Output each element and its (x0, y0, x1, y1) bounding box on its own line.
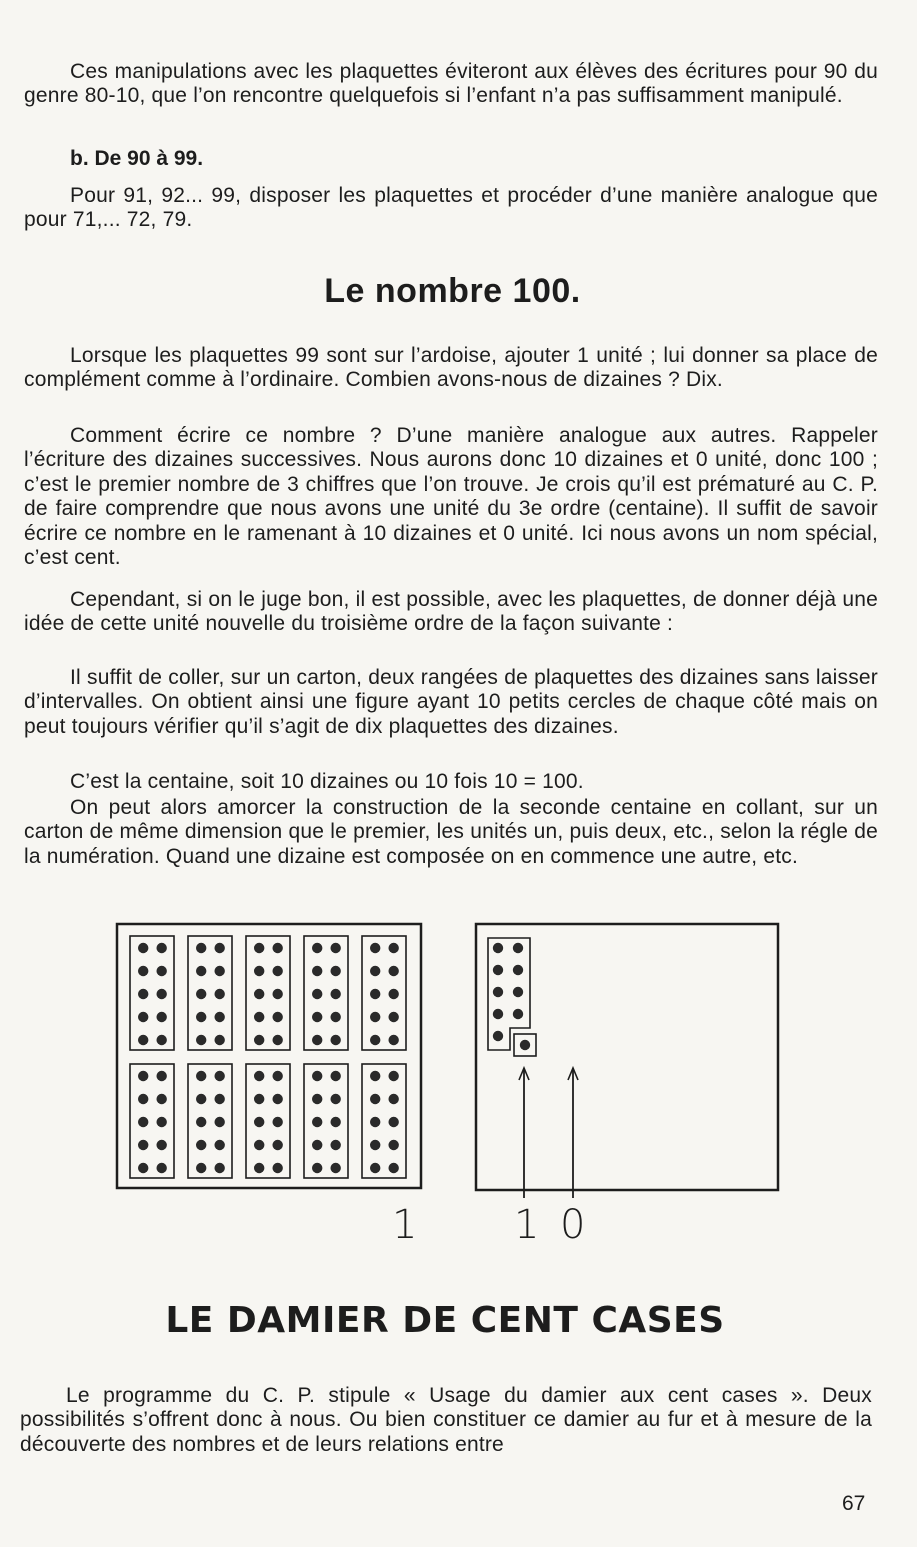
unit-dot (156, 1035, 166, 1045)
unit-dot (370, 1035, 380, 1045)
unit-dot (138, 966, 148, 976)
plaquette-dizaine (362, 936, 406, 1050)
figure-label-tens: 1 (514, 1202, 540, 1248)
unit-dot (156, 1094, 166, 1104)
unit-dot (272, 1071, 282, 1081)
arrow-to-tens (519, 1068, 529, 1198)
unit-dot (388, 1163, 398, 1173)
unit-dot (370, 1140, 380, 1150)
unit-dot (156, 1163, 166, 1173)
unit-dot (312, 943, 322, 953)
nombre-100-paragraph-3: Cependant, si on le juge bon, il est possible, avec les plaquettes, de donner déjà une idée de cette unité nouvelle du troisième ordre de la façon suivante : (24, 588, 878, 636)
unit-dot (493, 987, 503, 997)
unit-dot (196, 966, 206, 976)
unit-dot (196, 1140, 206, 1150)
unit-dot (214, 989, 224, 999)
unit-dot (312, 966, 322, 976)
section-b-text: Pour 91, 92... 99, disposer les plaquettes et procéder d’une manière analogue que pour 71,... 72, 79. (24, 184, 878, 232)
nombre-100-paragraph-6: On peut alors amorcer la construction de la seconde centaine en collant, sur un carton de même dimension que le premier, les unités un, puis deux, etc., selon la régle de la numération. Quand une dizaine est composée on en commence une autre, etc. (24, 796, 878, 868)
unit-dot (254, 1094, 264, 1104)
unit-dot (214, 1094, 224, 1104)
unit-dot (214, 1012, 224, 1022)
unit-dot (254, 966, 264, 976)
unit-dot (214, 966, 224, 976)
unit-dot (330, 1117, 340, 1127)
unit-dot (330, 1094, 340, 1104)
unit-dot (330, 943, 340, 953)
unit-dot (493, 1009, 503, 1019)
unit-dot (272, 1163, 282, 1173)
unit-dot (520, 1040, 530, 1050)
unit-dot (138, 1163, 148, 1173)
plaquette-outline (130, 936, 174, 1050)
unit-dot (156, 1012, 166, 1022)
damier-paragraph: Le programme du C. P. stipule « Usage du damier aux cent cases ». Deux possibilités s’offrent donc à nous. Ou bien constituer ce damier au fur et à mesure de la découverte des nombres et de leurs relations entre (20, 1384, 872, 1456)
plaquette-dizaine (304, 1064, 348, 1178)
unit-dot (138, 1140, 148, 1150)
plaquette-dizaine (246, 936, 290, 1050)
unit-dot (272, 1035, 282, 1045)
unit-dot (254, 1140, 264, 1150)
unit-dot (312, 1012, 322, 1022)
section-title-damier: LE DAMIER DE CENT CASES (165, 1300, 725, 1341)
carton-frame (476, 924, 778, 1190)
plaquette-outline (304, 936, 348, 1050)
unit-dot (138, 989, 148, 999)
unit-dot (272, 989, 282, 999)
plaquette-dizaine (304, 936, 348, 1050)
unit-dot (138, 1094, 148, 1104)
unit-dot (370, 989, 380, 999)
unit-dot (138, 943, 148, 953)
unit-dot (388, 1117, 398, 1127)
unit-dot (493, 965, 503, 975)
unit-dot (196, 1117, 206, 1127)
unit-dot (156, 1117, 166, 1127)
unit-dot (370, 943, 380, 953)
unit-dot (272, 1012, 282, 1022)
nombre-100-paragraph-4: Il suffit de coller, sur un carton, deux rangées de plaquettes des dizaines sans laisser d’intervalles. On obtient ainsi une figure ayant 10 petits cercles de chaque côté mais on peut toujours vérifier qu’il s’agit de dix plaquettes des dizaines. (24, 666, 878, 738)
nombre-100-paragraph-2: Comment écrire ce nombre ? D’une manière analogue aux autres. Rappeler l’écriture des dizaines successives. Nous aurons donc 10 dizaines et 0 unité, donc 100 ; c’est le premier nombre de 3 chiffres que l’on trouve. Je crois qu’il est prématuré au C. P. de faire comprendre que nous avons une unité du 3e ordre (centaine). Il suffit de savoir écrire ce nombre en le ramenant à 10 dizaines et 0 unité. Ici nous avons un nom spécial, c’est cent. (24, 424, 878, 570)
unit-dot (312, 1035, 322, 1045)
unit-dot (254, 943, 264, 953)
unit-dot (370, 1163, 380, 1173)
unit-dot (214, 1117, 224, 1127)
unit-dot (312, 1163, 322, 1173)
plaquette-outline (246, 1064, 290, 1178)
unit-dot (330, 989, 340, 999)
unit-dot (196, 989, 206, 999)
unit-dot (138, 1071, 148, 1081)
unit-dot (370, 1071, 380, 1081)
unit-dot (388, 1012, 398, 1022)
unit-dot (156, 989, 166, 999)
unit-dot (513, 965, 523, 975)
unit-dot (272, 1140, 282, 1150)
plaquette-outline (130, 1064, 174, 1178)
unit-dot (312, 989, 322, 999)
unit-dot (254, 1035, 264, 1045)
centaine-carton-figure (112, 920, 427, 1192)
unit-dot (254, 1012, 264, 1022)
page-number: 67 (842, 1492, 866, 1515)
unit-dot (272, 1094, 282, 1104)
figure-label-units: 0 (560, 1202, 586, 1248)
unit-dot (370, 1117, 380, 1127)
unit-dot (388, 1094, 398, 1104)
unit-dot (312, 1117, 322, 1127)
section-title-nombre-100: Le nombre 100. (324, 272, 581, 310)
unit-dot (370, 1094, 380, 1104)
unit-dot (254, 1163, 264, 1173)
figure-label-left: 1 (392, 1202, 418, 1248)
unit-dot (138, 1035, 148, 1045)
unit-dot (214, 943, 224, 953)
unit-dot (312, 1140, 322, 1150)
unit-dot (196, 1094, 206, 1104)
unit-dot (272, 1117, 282, 1127)
plaquette-dizaine (188, 1064, 232, 1178)
unit-dot (156, 1140, 166, 1150)
unit-dot (312, 1094, 322, 1104)
plaquette-outline (304, 1064, 348, 1178)
unit-dot (388, 1035, 398, 1045)
unit-dot (330, 1163, 340, 1173)
unit-dot (272, 943, 282, 953)
seconde-centaine-carton-figure (472, 920, 784, 1200)
unit-dot (214, 1071, 224, 1081)
unit-dot (156, 1071, 166, 1081)
unit-dot (272, 966, 282, 976)
plaquette-outline (188, 1064, 232, 1178)
plaquette-neuf (488, 938, 530, 1050)
unit-dot (388, 943, 398, 953)
intro-paragraph: Ces manipulations avec les plaquettes éviteront aux élèves des écritures pour 90 du genre 80-10, que l’on rencontre quelquefois si l’enfant n’a pas suffisamment manipulé. (24, 60, 878, 108)
plaquette-dizaine (362, 1064, 406, 1178)
unit-dot (214, 1035, 224, 1045)
unit-dot (330, 1035, 340, 1045)
unit-dot (370, 966, 380, 976)
unit-dot (330, 1140, 340, 1150)
unit-dot (254, 1071, 264, 1081)
unit-dot (493, 943, 503, 953)
plaquette-outline (362, 1064, 406, 1178)
unit-dot (493, 1031, 503, 1041)
unit-dot (156, 943, 166, 953)
unit-dot (330, 1071, 340, 1081)
arrow-to-units (568, 1068, 578, 1198)
unit-dot (330, 1012, 340, 1022)
plaquette-dizaine (246, 1064, 290, 1178)
unit-dot (196, 1163, 206, 1173)
unit-dot (156, 966, 166, 976)
unit-dot (196, 1035, 206, 1045)
nombre-100-paragraph-1: Lorsque les plaquettes 99 sont sur l’ardoise, ajouter 1 unité ; lui donner sa place de complément comme à l’ordinaire. Combien avons-nous de dizaines ? Dix. (24, 344, 878, 392)
unit-dot (388, 1140, 398, 1150)
unit-dot (196, 943, 206, 953)
unit-dot (214, 1140, 224, 1150)
plaquette-dizaine (130, 1064, 174, 1178)
unit-dot (138, 1117, 148, 1127)
unit-dot (214, 1163, 224, 1173)
unit-dot (513, 987, 523, 997)
plaquette-dizaine (130, 936, 174, 1050)
nombre-100-paragraph-5: C’est la centaine, soit 10 dizaines ou 10 fois 10 = 100. (70, 770, 584, 793)
unit-dot (388, 966, 398, 976)
plaquette-outline (188, 936, 232, 1050)
unit-dot (254, 989, 264, 999)
plaquette-dizaine (188, 936, 232, 1050)
unit-dot (330, 966, 340, 976)
plaquette-outline (246, 936, 290, 1050)
unit-dot (254, 1117, 264, 1127)
unit-dot (370, 1012, 380, 1022)
unit-dot (388, 989, 398, 999)
unit-dot (513, 943, 523, 953)
unit-dot (138, 1012, 148, 1022)
unit-dot (312, 1071, 322, 1081)
unit-dot (196, 1012, 206, 1022)
unit-dot (196, 1071, 206, 1081)
plaquette-outline (362, 936, 406, 1050)
unit-dot (513, 1009, 523, 1019)
section-b-heading: b. De 90 à 99. (70, 147, 204, 170)
unit-dot (388, 1071, 398, 1081)
